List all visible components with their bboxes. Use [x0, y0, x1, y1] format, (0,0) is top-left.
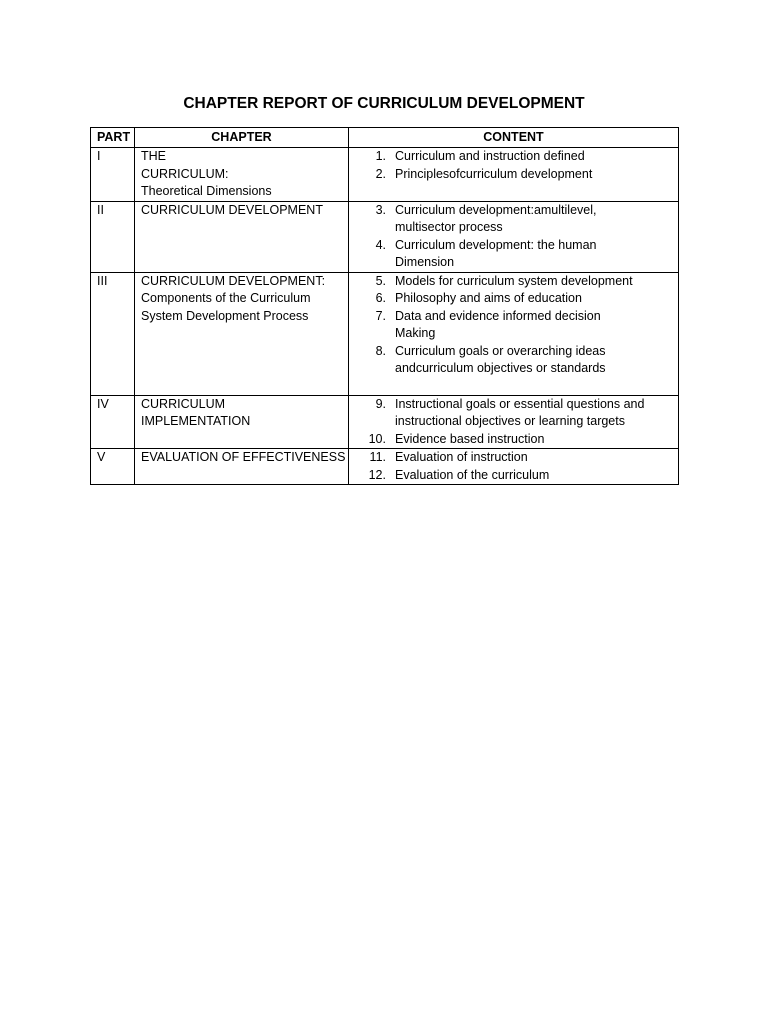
part-cell: I — [91, 148, 135, 202]
list-item-text — [395, 290, 672, 308]
content-cell — [349, 148, 679, 202]
chapter-cell — [135, 272, 349, 395]
list-item-line: Curriculum development:amultilevel, — [395, 202, 597, 217]
list-item-line: Making — [395, 326, 436, 340]
table-body — [91, 148, 679, 485]
chapter-line: Components of the Curriculum — [141, 291, 311, 305]
list-item-text — [395, 431, 672, 449]
chapter-line: CURRICULUM: — [141, 166, 229, 181]
list-item-text — [395, 148, 672, 166]
part-cell: II — [91, 201, 135, 272]
table-row — [91, 449, 679, 485]
list-item-line: Philosophy and aims of education — [395, 291, 582, 305]
list-item — [355, 431, 672, 449]
part-cell: III — [91, 272, 135, 395]
part-cell: V — [91, 449, 135, 485]
content-cell — [349, 201, 679, 272]
list-item — [355, 166, 672, 184]
list-item-number: 9. — [375, 396, 386, 411]
list-item-line: multisector process — [395, 220, 503, 234]
content-cell — [349, 449, 679, 485]
list-item-line: instructional objectives or learning targets — [395, 414, 625, 428]
list-item — [355, 237, 672, 272]
list-item — [355, 343, 672, 378]
chapter-line: CURRICULUM DEVELOPMENT — [141, 202, 323, 217]
chapter-cell — [135, 148, 349, 202]
content-cell — [349, 395, 679, 449]
table-row — [91, 201, 679, 272]
list-item-line: Principlesofcurriculum development — [395, 166, 593, 181]
list-item-text — [395, 202, 672, 237]
list-item-number: 1. — [375, 149, 386, 163]
list-item-text — [395, 308, 672, 343]
chapter-cell — [135, 395, 349, 449]
list-item-number: 8. — [375, 343, 386, 358]
list-item — [355, 148, 672, 166]
chapter-line: IMPLEMENTATION — [141, 414, 251, 428]
chapter-cell — [135, 201, 349, 272]
chapter-line: CURRICULUM DEVELOPMENT: — [141, 273, 326, 288]
list-item-text — [395, 396, 672, 431]
content-list — [355, 449, 672, 484]
list-item-text — [395, 273, 672, 291]
list-item-line: Curriculum and instruction defined — [395, 149, 585, 163]
list-item-line: Evaluation of the curriculum — [395, 467, 550, 482]
chapter-line: System Development Process — [141, 308, 309, 323]
list-item-number: 6. — [375, 291, 386, 305]
list-item — [355, 449, 672, 467]
content-cell — [349, 272, 679, 395]
content-list — [355, 202, 672, 272]
list-item-line: Models for curriculum system development — [395, 273, 633, 288]
content-list — [355, 148, 672, 183]
list-item-number: 12. — [368, 467, 386, 482]
header-content: CONTENT — [349, 128, 679, 148]
page-title: CHAPTER REPORT OF CURRICULUM DEVELOPMENT — [183, 95, 585, 112]
list-item — [355, 273, 672, 291]
list-item-text — [395, 449, 672, 467]
list-item-number: 10. — [368, 431, 386, 446]
list-item-number: 4. — [375, 237, 386, 252]
part-cell: IV — [91, 395, 135, 449]
list-item — [355, 290, 672, 308]
list-item-number: 3. — [375, 202, 386, 217]
chapter-line: CURRICULUM — [141, 396, 226, 411]
list-item-number: 11. — [369, 450, 386, 464]
list-item-text — [395, 467, 672, 485]
table-row — [91, 395, 679, 449]
chapter-line: EVALUATION OF EFFECTIVENESS — [141, 450, 346, 464]
table-row — [91, 272, 679, 395]
list-item-text — [395, 237, 672, 272]
chapter-line: Theoretical Dimensions — [141, 184, 272, 198]
list-item-number: 5. — [375, 273, 386, 288]
list-item-line: andcurriculum objectives or standards — [395, 361, 606, 375]
list-item-line: Evaluation of instruction — [395, 450, 528, 464]
list-item-line: Curriculum goals or overarching ideas — [395, 343, 606, 358]
chapter-line: THE — [141, 149, 166, 163]
chapter-cell — [135, 449, 349, 485]
header-part: PART — [91, 128, 135, 148]
list-item — [355, 202, 672, 237]
table-row — [91, 148, 679, 202]
content-list — [355, 273, 672, 378]
list-item-number: 2. — [375, 166, 386, 181]
list-item-text — [395, 166, 672, 184]
list-item-line: Curriculum development: the human — [395, 237, 597, 252]
list-item — [355, 467, 672, 485]
content-list — [355, 396, 672, 449]
list-item-number: 7. — [375, 308, 386, 323]
header-chapter: CHAPTER — [135, 128, 349, 148]
chapter-report-table — [90, 127, 679, 485]
list-item — [355, 308, 672, 343]
table-header-row — [91, 128, 679, 148]
list-item — [355, 396, 672, 431]
list-item-line: Instructional goals or essential questions and — [395, 396, 645, 411]
list-item-line: Dimension — [395, 255, 455, 269]
list-item-line: Evidence based instruction — [395, 431, 545, 446]
list-item-line: Data and evidence informed decision — [395, 308, 601, 323]
list-item-text — [395, 343, 672, 378]
